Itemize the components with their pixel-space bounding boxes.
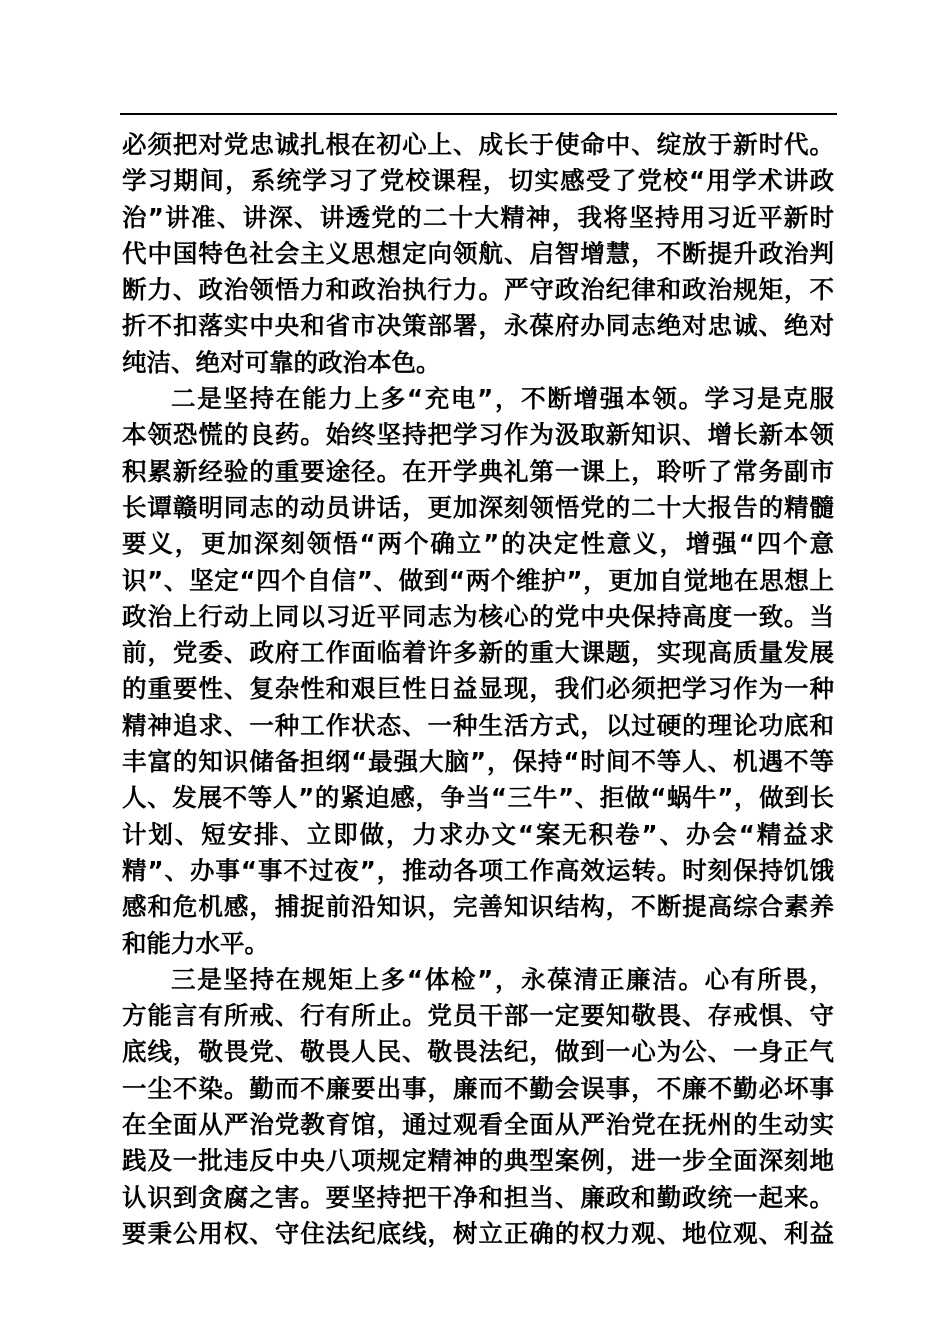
text-line: 积累新经验的重要途径。在开学典礼第一课上，聆听了常务副市 [122,456,834,486]
text-line: 人、发展不等人”的紧迫感，争当“三牛”、拒做“蜗牛”，做到长 [122,783,834,813]
header-rule [120,113,837,115]
text-line: 认识到贪腐之害。要坚持把干净和担当、廉政和勤政统一起来。 [122,1182,834,1212]
text-line: 精神追求、一种工作状态、一种生活方式，以过硬的理论功底和 [122,710,834,740]
text-line: 计划、短安排、立即做，力求办文“案无积卷”、办会“精益求 [122,819,834,849]
text-line: 识”、坚定“四个自信”、做到“两个维护”，更加自觉地在思想上 [122,565,834,595]
text-line: 断力、政治领悟力和政治执行力。严守政治纪律和政治规矩，不 [122,275,834,305]
text-line: 纯洁、绝对可靠的政治本色。 [122,347,441,377]
text-line: 精”、办事“事不过夜”，推动各项工作高效运转。时刻保持饥饿 [122,855,834,885]
text-line: 一尘不染。勤而不廉要出事，廉而不勤会误事，不廉不勤必坏事 [122,1073,834,1103]
text-line: 学习期间，系统学习了党校课程，切实感受了党校“用学术讲政 [122,166,834,196]
text-line: 践及一批违反中央八项规定精神的典型案例，进一步全面深刻地 [122,1146,834,1176]
text-line: 必须把对党忠诚扎根在初心上、成长于使命中、绽放于新时代。 [122,130,834,159]
text-line: 折不扣落实中央和省市决策部署，永葆府办同志绝对忠诚、绝对 [122,311,834,341]
text-line: 代中国特色社会主义思想定向领航、启智增慧，不断提升政治判 [122,238,834,268]
paragraph-heading-line: 三是坚持在规矩上多“体检”，永葆清正廉洁。心有所畏， [171,964,834,994]
text-line: 要秉公用权、守住法纪底线，树立正确的权力观、地位观、利益 [122,1218,834,1248]
text-line: 方能言有所戒、行有所止。党员干部一定要知敬畏、存戒惧、守 [122,1001,834,1031]
text-line: 底线，敬畏党、敬畏人民、敬畏法纪，做到一心为公、一身正气 [122,1037,834,1067]
text-line: 长谭赣明同志的动员讲话，更加深刻领悟党的二十大报告的精髓 [122,492,834,522]
text-line: 前，党委、政府工作面临着许多新的重大课题，实现高质量发展 [122,638,834,668]
text-line: 和能力水平。 [122,928,269,958]
text-line: 感和危机感，捕捉前沿知识，完善知识结构，不断提高综合素养 [122,892,834,922]
body-text [122,127,834,1252]
text-line: 政治上行动上同以习近平同志为核心的党中央保持高度一致。当 [122,601,834,631]
text-line: 丰富的知识储备担纲“最强大脑”，保持“时间不等人、机遇不等 [122,747,834,777]
text-line: 本领恐慌的良药。始终坚持把学习作为汲取新知识、增长新本领 [122,420,834,450]
text-line: 的重要性、复杂性和艰巨性日益显现，我们必须把学习作为一种 [122,674,834,704]
text-line: 要义，更加深刻领悟“两个确立”的决定性意义，增强“四个意 [122,529,834,559]
paragraph-heading-line: 二是坚持在能力上多“充电”，不断增强本领。学习是克服 [171,384,834,414]
text-line: 在全面从严治党教育馆，通过观看全面从严治党在抚州的生动实 [122,1110,834,1140]
text-line: 治”讲准、讲深、讲透党的二十大精神，我将坚持用习近平新时 [122,202,834,232]
